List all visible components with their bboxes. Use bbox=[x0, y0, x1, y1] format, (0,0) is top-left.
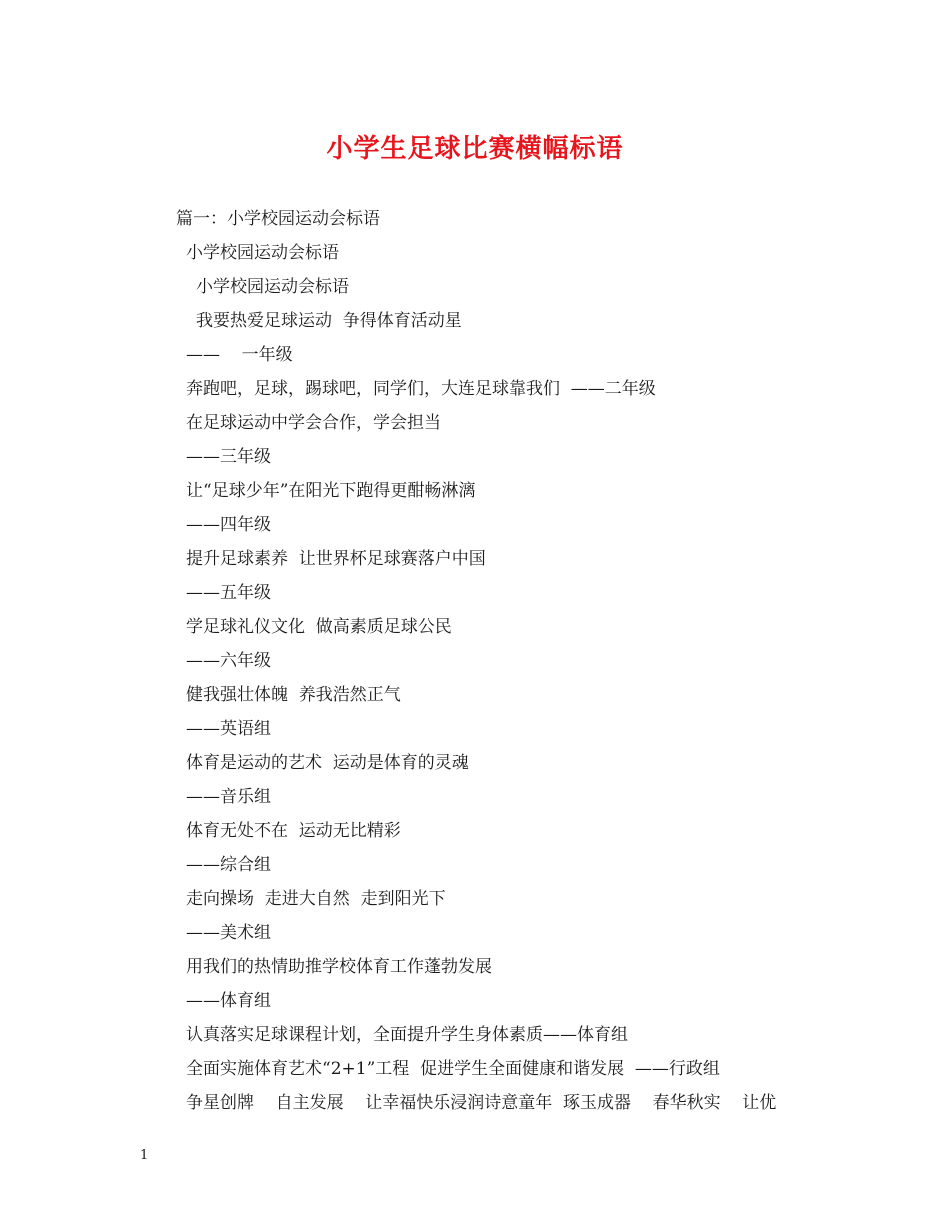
page-number: 1 bbox=[140, 1148, 149, 1163]
text-line: 用我们的热情助推学校体育工作蓬勃发展 bbox=[186, 957, 492, 977]
text-line: 争星创牌 自主发展 让幸福快乐浸润诗意童年 琢玉成器 春华秋实 让优 bbox=[186, 1093, 777, 1113]
text-line: 健我强壮体魄 养我浩然正气 bbox=[186, 685, 401, 705]
text-line: 体育是运动的艺术 运动是体育的灵魂 bbox=[186, 753, 469, 773]
text-line: 奔跑吧，足球，踢球吧，同学们，大连足球靠我们 ——二年级 bbox=[186, 379, 656, 399]
text-line: 在足球运动中学会合作，学会担当 bbox=[186, 413, 441, 433]
document-title: 小学生足球比赛横幅标语 bbox=[326, 134, 624, 164]
text-line: ——三年级 bbox=[186, 447, 271, 467]
text-line: 提升足球素养 让世界杯足球赛落户中国 bbox=[186, 549, 486, 569]
text-line: 让“足球少年”在阳光下跑得更酣畅淋漓 bbox=[186, 481, 476, 501]
text-line: 走向操场 走进大自然 走到阳光下 bbox=[186, 889, 446, 909]
text-line: ——体育组 bbox=[186, 991, 271, 1011]
text-line: ——四年级 bbox=[186, 515, 271, 535]
text-line: 小学校园运动会标语 bbox=[186, 243, 339, 263]
text-line: ——综合组 bbox=[186, 855, 271, 875]
text-line: 全面实施体育艺术“2+1”工程 促进学生全面健康和谐发展 ——行政组 bbox=[186, 1059, 720, 1079]
text-line: ——英语组 bbox=[186, 719, 271, 739]
text-line: 认真落实足球课程计划，全面提升学生身体素质——体育组 bbox=[186, 1025, 628, 1045]
text-line: 我要热爱足球运动 争得体育活动星 bbox=[196, 311, 462, 331]
text-line: ——五年级 bbox=[186, 583, 271, 603]
text-line: ——音乐组 bbox=[186, 787, 271, 807]
text-line: 体育无处不在 运动无比精彩 bbox=[186, 821, 401, 841]
text-line: ——美术组 bbox=[186, 923, 271, 943]
text-line: 小学校园运动会标语 bbox=[196, 277, 349, 297]
text-line: 学足球礼仪文化 做高素质足球公民 bbox=[186, 617, 452, 637]
text-line: —— 一年级 bbox=[186, 345, 293, 365]
section-heading: 篇一：小学校园运动会标语 bbox=[176, 209, 380, 229]
text-line: ——六年级 bbox=[186, 651, 271, 671]
